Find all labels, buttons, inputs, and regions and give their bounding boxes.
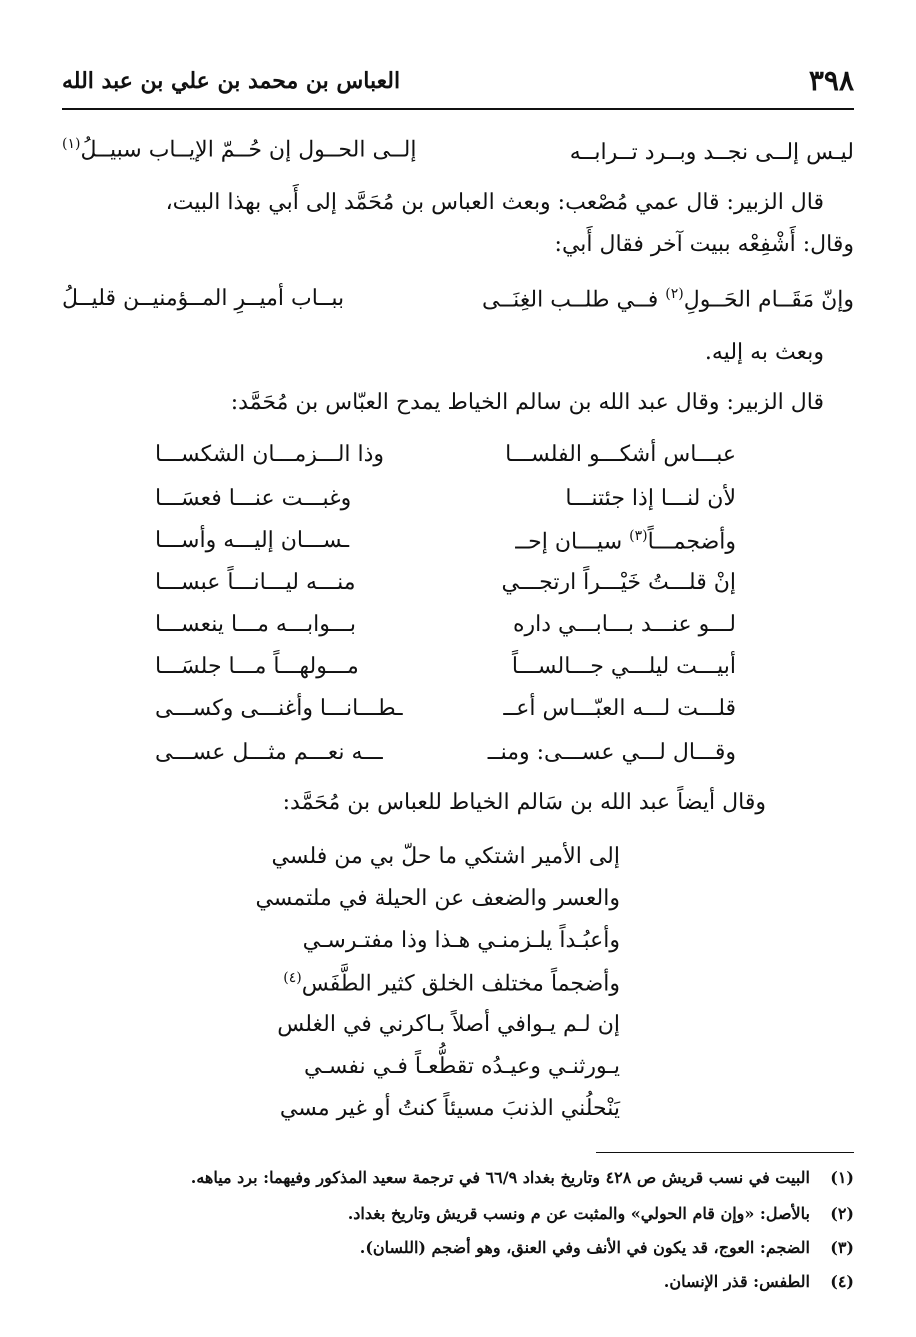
couplet-1-right: عبـــاس أشكـــو الفلســـا — [505, 442, 736, 467]
poem-line-3: وأعبُـداً يلـزمنـي هـذا وذا مفتـرسـي — [302, 928, 620, 953]
paragraph-2: وبعث به إليه. — [704, 340, 824, 365]
couplet-4-left: منـــه ليـــانـــاً عبســـا — [155, 570, 356, 595]
poem-line-7: يَنْحلُني الذنبَ مسيئاً كنتُ أو غير مسي — [279, 1096, 620, 1121]
footnote-number: (٤) — [830, 1272, 854, 1291]
poem-line-6: يـورثنـي وعيـدُه تقطُّعـاً فـي نفسـي — [303, 1054, 620, 1079]
verse1-left-hemistich: إلــى الحــول إن حُــمّ الإيــاب سبيــلُ$^{(١)}$ — [62, 136, 417, 163]
footnote-4 — [664, 1272, 854, 1291]
footnote-1 — [191, 1168, 854, 1187]
couplet-5-left: بـــوابـــه مـــا ينعســـا — [155, 612, 357, 637]
running-title: العباس بن محمد بن علي بن عبد الله — [62, 68, 401, 94]
couplet-8-left: ـــه نعـــم مثـــل عســـى — [155, 740, 383, 765]
poem-line-5: إن لـم يـوافي أصلاً بـاكرني في الغلس — [277, 1012, 620, 1037]
verse1-right-hemistich: ليـس إلــى نجــد وبــرد تــرابــه — [569, 140, 854, 165]
footnote-ref-1: (١) — [62, 136, 81, 152]
couplet-2-right: لأن لنـــا إذا جئتنـــا — [565, 486, 736, 511]
paragraph-3: قال الزبير: وقال عبد الله بن سالم الخياط يمدح العبّاس بن مُحَمَّد: — [230, 390, 824, 415]
footnote-2 — [348, 1204, 854, 1223]
couplet-7-left: ـطـــانـــا وأغنـــى وكســـى — [155, 696, 403, 721]
footnote-text: الطفس: قذر الإنسان. — [663, 1272, 810, 1291]
footnote-text: الضجم: العوج، قد يكون في الأنف وفي العنق، وهو أضجم (اللسان). — [359, 1238, 810, 1257]
poem-line-1: إلى الأمير اشتكي ما حلّ بي من فلسي — [271, 844, 620, 869]
page-number: ٣٩٨ — [808, 64, 854, 97]
poem-line-2: والعسر والضعف عن الحيلة في ملتمسي — [255, 886, 620, 911]
footnote-number: (٢) — [830, 1204, 854, 1223]
couplet-6-left: مـــولهـــاً مـــا جلسَـــا — [155, 654, 359, 679]
footnote-rule — [596, 1152, 854, 1153]
couplet-8-right: وقـــال لـــي عســـى: ومنــ — [487, 740, 736, 765]
footnote-ref-4: (٤) — [283, 970, 302, 986]
couplet-1-left: وذا الـــزمـــان الشكســـا — [155, 442, 385, 467]
page-header — [62, 62, 854, 102]
paragraph-1-line-2: وقال: أَشْفِعْه ببيت آخر فقال أَبي: — [554, 232, 854, 257]
footnote-ref-3: (٣) — [629, 528, 648, 544]
couplet-7-right: قلـــت لـــه العبّـــاس أعــ — [503, 696, 736, 721]
poem-line-4: وأضجماً مختلف الخلق كثير الطَّفَس$^{(٤)}$ — [283, 970, 620, 997]
couplet-6-right: أبيـــت ليلـــي جـــالســـاً — [511, 654, 736, 679]
footnote-text: البيت في نسب قريش ص ٤٢٨ وتاريخ بغداد ٦٦/٩ في ترجمة سعيد المذكور وفيهما: برد مياهه. — [190, 1168, 810, 1187]
header-rule — [62, 108, 854, 110]
footnote-number: (١) — [830, 1168, 854, 1187]
paragraph-4: وقال أيضاً عبد الله بن سَالم الخياط للعباس بن مُحَمَّد: — [282, 790, 766, 815]
couplet-4-right: إنْ قلـــتُ خَيْـــراً ارتجـــي — [501, 570, 736, 595]
footnote-ref-2: (٢) — [665, 286, 684, 302]
couplet-2-left: وغبـــت عنـــا فعسَـــا — [155, 486, 352, 511]
footnote-text: بالأصل: «وإن قام الحولي» والمثبت عن م ونسب قريش وتاريخ بغداد. — [347, 1204, 810, 1223]
footnote-3 — [360, 1238, 854, 1257]
verse2-right-hemistich: وإنّ مَقَــام الحَــولِ$^{(٢)}$ فــي طلــب الغِنَــى — [481, 286, 854, 313]
paragraph-1-line-1: قال الزبير: قال عمي مُصْعب: وبعث العباس بن مُحَمَّد إلى أَبي بهذا البيت، — [165, 190, 824, 215]
couplet-3-left: ـســـان إليـــه وأســـا — [155, 528, 350, 553]
couplet-5-right: لـــو عنـــد بـــابـــي داره — [512, 612, 736, 637]
couplet-3-right: وأضجمـــاً$^{(٣)}$ سيـــان إحــ — [515, 528, 736, 555]
footnote-number: (٣) — [830, 1238, 854, 1257]
verse2-left-hemistich: ببــاب أميــرِ المــؤمنيــن قليــلُ — [62, 286, 345, 311]
